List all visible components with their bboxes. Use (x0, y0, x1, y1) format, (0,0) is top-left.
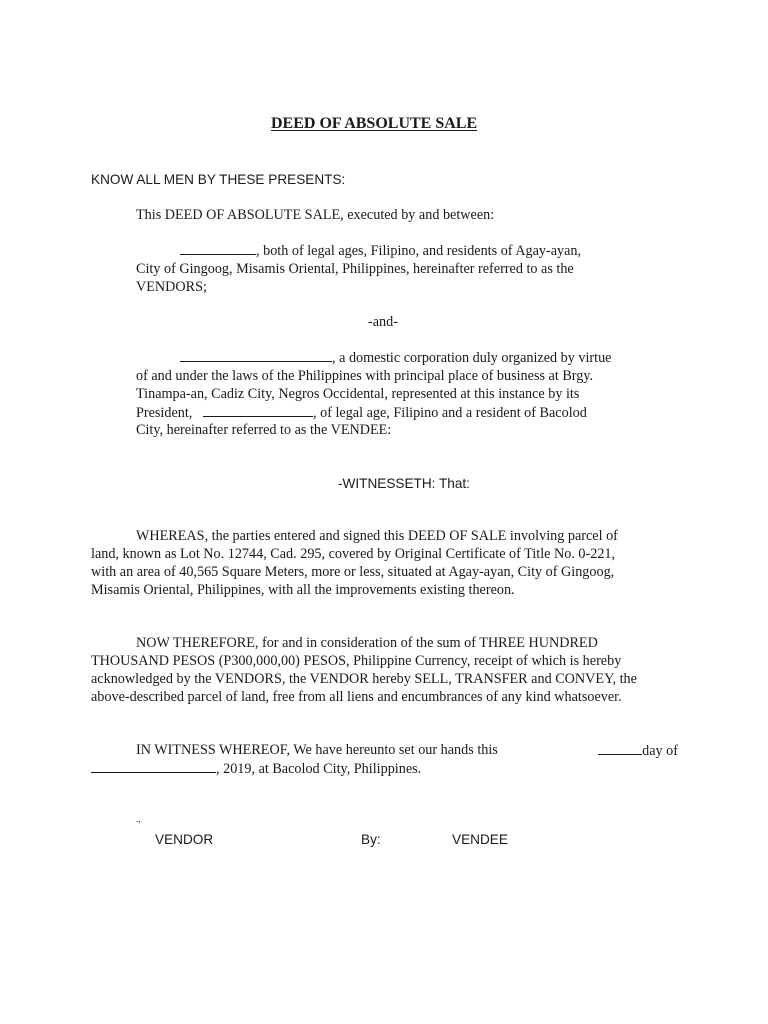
vendors-line-1 (180, 241, 581, 261)
whereas-line-2: land, known as Lot No. 12744, Cad. 295, covered by Original Certificate of Title No. 0-221, (91, 546, 616, 562)
by-label: By: (361, 832, 381, 847)
whereas-line-1: WHEREAS, the parties entered and signed this DEED OF SALE involving parcel of (136, 528, 618, 544)
vendee-line-1-text: , a domestic corporation duly organized by virtue (332, 350, 612, 366)
and-separator: -and- (368, 314, 398, 330)
now-therefore-line-4: above-described parcel of land, free from all liens and encumbrances of any kind whatsoever. (91, 689, 622, 705)
vendors-line-3: VENDORS; (136, 279, 207, 295)
day-of-text: day of (642, 743, 678, 759)
document-title: DEED OF ABSOLUTE SALE (271, 115, 478, 132)
now-therefore-line-1: NOW THEREFORE, for and in consideration of the sum of THREE HUNDRED (136, 635, 598, 651)
president-label: President, (136, 405, 193, 421)
vendee-name-blank[interactable] (180, 348, 332, 362)
now-therefore-line-2: THOUSAND PESOS (P300,000,00) PESOS, Philippine Currency, receipt of which is hereby (91, 653, 622, 669)
know-all-men-line: KNOW ALL MEN BY THESE PRESENTS: (91, 172, 346, 187)
in-witness-line-2 (91, 759, 421, 779)
now-therefore-line-3: acknowledged by the VENDORS, the VENDOR hereby SELL, TRANSFER and CONVEY, the (91, 671, 637, 687)
stray-mark: ., (136, 814, 141, 824)
vendee-line-2: of and under the laws of the Philippines with principal place of business at Brgy. (136, 368, 594, 384)
in-witness-line-2-text: , 2019, at Bacolod City, Philippines. (216, 761, 422, 777)
month-blank[interactable] (91, 759, 216, 773)
day-blank[interactable] (598, 741, 642, 755)
vendee-line-3: Tinampa-an, Cadiz City, Negros Occidental, represented at this instance by its (136, 386, 580, 402)
whereas-line-3: with an area of 40,565 Square Meters, more or less, situated at Agay-ayan, City of Gingoog, (91, 564, 615, 580)
vendor-signature-label: VENDOR (155, 832, 214, 847)
vendors-line-2: City of Gingoog, Misamis Oriental, Philippines, hereinafter referred to as the (136, 261, 574, 277)
president-name-blank[interactable] (203, 403, 313, 417)
intro-line: This DEED OF ABSOLUTE SALE, executed by and between: (136, 207, 495, 223)
in-witness-day-group (598, 741, 678, 761)
vendee-line-1 (180, 348, 611, 368)
vendors-name-blank[interactable] (180, 241, 256, 255)
vendee-line-4 (136, 403, 587, 423)
vendee-line-4-text: , of legal age, Filipino and a resident of Bacolod (313, 405, 587, 421)
in-witness-text: IN WITNESS WHEREOF, We have hereunto set our hands this (136, 742, 498, 758)
vendors-line-1-text: , both of legal ages, Filipino, and residents of Agay-ayan, (256, 243, 582, 259)
witnesseth-heading: -WITNESSETH: That: (338, 476, 470, 491)
whereas-line-4: Misamis Oriental, Philippines, with all the improvements existing thereon. (91, 582, 515, 598)
vendee-signature-label: VENDEE (452, 832, 508, 847)
vendee-line-5: City, hereinafter referred to as the VENDEE: (136, 422, 392, 438)
in-witness-line-1 (136, 741, 678, 761)
